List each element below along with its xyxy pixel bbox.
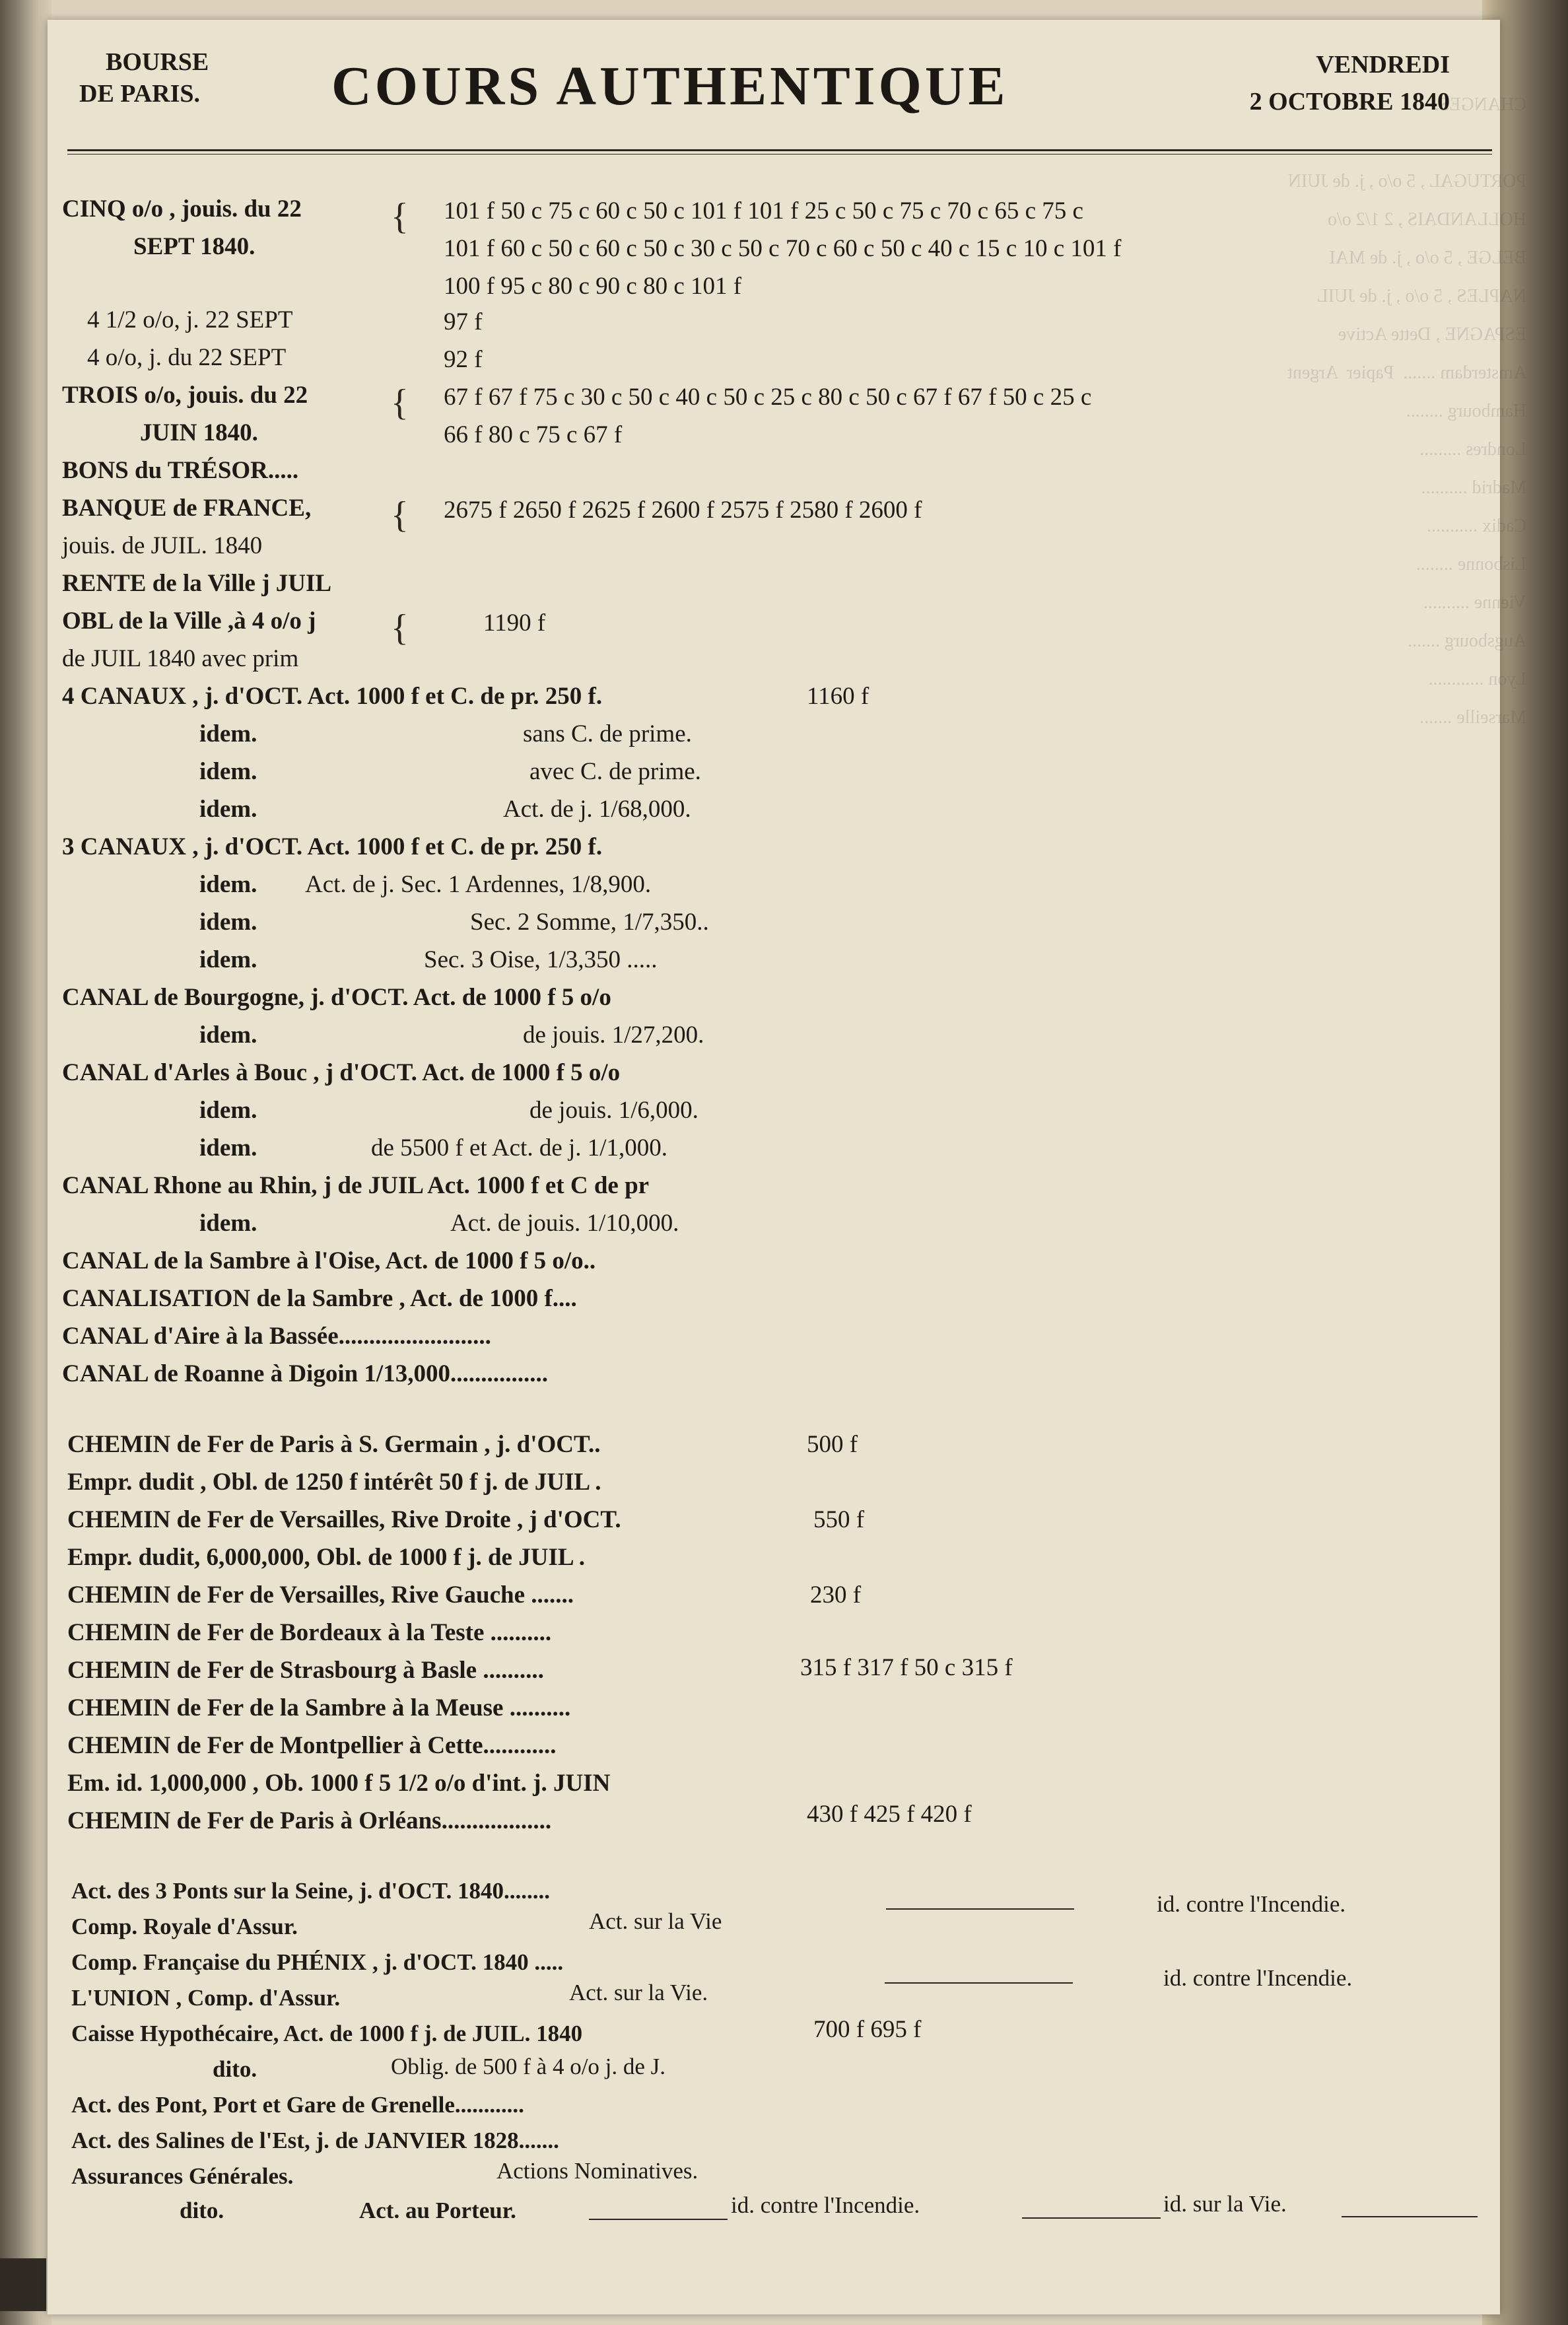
- divers-dito: dito.: [213, 2056, 257, 2082]
- chemin-quote: 315 f 317 f 50 c 315 f: [800, 1654, 1013, 1681]
- canal-row: CANALISATION de la Sambre , Act. de 1000 f....: [62, 1285, 577, 1312]
- rente-cinq-date: SEPT 1840.: [133, 233, 256, 260]
- canal-quote: 1160 f: [807, 683, 869, 710]
- chemin-quote: 500 f: [807, 1431, 858, 1458]
- brace: {: [391, 382, 409, 423]
- chemin-row: CHEMIN de Fer de Paris à S. Germain , j. d'OCT..: [67, 1431, 601, 1458]
- chemin-row: CHEMIN de Fer de la Sambre à la Meuse ..........: [67, 1694, 571, 1721]
- rente-trois-quotes-1: 67 f 67 f 75 c 30 c 50 c 40 c 50 c 25 c 80 c 50 c 67 f 67 f 50 c 25 c: [444, 384, 1092, 411]
- canal-detail: avec C. de prime.: [529, 758, 701, 785]
- divers-quote: 700 f 695 f: [813, 2016, 922, 2043]
- rente-quatre-demi-quote: 97 f: [444, 308, 483, 335]
- canal-row: CANAL de Roanne à Digoin 1/13,000................: [62, 1360, 548, 1387]
- canal-detail: Act. de jouis. 1/10,000.: [450, 1210, 679, 1237]
- canal-detail: sans C. de prime.: [523, 720, 692, 747]
- rente-trois-date: JUIN 1840.: [140, 419, 258, 446]
- canal-idem: idem.: [199, 758, 257, 785]
- chemin-row: Empr. dudit, 6,000,000, Obl. de 1000 f j. de JUIL .: [67, 1544, 585, 1571]
- canal-row: CANAL Rhone au Rhin, j de JUIL Act. 1000 f et C de pr: [62, 1172, 650, 1199]
- brace: {: [391, 607, 409, 648]
- obl-ville-label: OBL de la Ville ,à 4 o/o j: [62, 607, 316, 635]
- divers-dito: dito.: [180, 2198, 224, 2223]
- canal-row: CANAL d'Aire à la Bassée.........................: [62, 1323, 491, 1350]
- newspaper-page: [48, 20, 1526, 2314]
- divers-detail: Act. sur la Vie.: [569, 1980, 708, 2005]
- divers-row: Act. des Pont, Port et Gare de Grenelle............: [71, 2092, 524, 2118]
- divers-row: Act. des Salines de l'Est, j. de JANVIER 1828.......: [71, 2128, 559, 2153]
- brace: {: [391, 196, 409, 237]
- chemin-quote: 430 f 425 f 420 f: [807, 1801, 972, 1828]
- chemin-row: Empr. dudit , Obl. de 1250 f intérêt 50 f j. de JUIL .: [67, 1469, 601, 1496]
- canal-row: 4 CANAUX , j. d'OCT. Act. 1000 f et C. de pr. 250 f.: [62, 683, 603, 710]
- blank-line: [589, 2219, 728, 2220]
- chemin-row: CHEMIN de Fer de Versailles, Rive Droite , j d'OCT.: [67, 1506, 621, 1533]
- page-title: COURS AUTHENTIQUE: [331, 55, 1009, 117]
- rente-cinq-quotes-2: 101 f 60 c 50 c 60 c 50 c 30 c 50 c 70 c 60 c 50 c 40 c 15 c 10 c 101 f: [444, 235, 1122, 262]
- chemin-quote: 230 f: [810, 1581, 862, 1609]
- canal-idem: idem.: [199, 1210, 257, 1237]
- rente-cinq-quotes-1: 101 f 50 c 75 c 60 c 50 c 101 f 101 f 25 c 50 c 75 c 70 c 65 c 75 c: [444, 197, 1083, 225]
- canal-idem: idem.: [199, 871, 257, 898]
- brace: {: [391, 495, 409, 536]
- rente-quatre-quote: 92 f: [444, 346, 483, 373]
- divers-detail: Act. sur la Vie: [589, 1908, 722, 1934]
- canal-idem: idem.: [199, 1097, 257, 1124]
- blank-line: [1342, 2216, 1478, 2217]
- canal-row: CANAL d'Arles à Bouc , j d'OCT. Act. de 1000 f 5 o/o: [62, 1059, 621, 1086]
- header-rule: [67, 149, 1492, 155]
- obl-ville-quote: 1190 f: [483, 609, 546, 637]
- rente-cinq-quotes-3: 100 f 95 c 80 c 90 c 80 c 101 f: [444, 273, 742, 300]
- obl-ville-jouis: de JUIL 1840 avec prim: [62, 645, 299, 672]
- canal-idem: idem.: [199, 796, 257, 823]
- canal-detail: Act. de j. 1/68,000.: [503, 796, 691, 823]
- rente-trois-label: TROIS o/o, jouis. du 22: [62, 382, 308, 409]
- canal-row: 3 CANAUX , j. d'OCT. Act. 1000 f et C. de pr. 250 f.: [62, 833, 603, 860]
- rente-cinq-label: CINQ o/o , jouis. du 22: [62, 195, 302, 223]
- banque-france-quotes: 2675 f 2650 f 2625 f 2600 f 2575 f 2580 f 2600 f: [444, 497, 922, 524]
- chemin-row: CHEMIN de Fer de Paris à Orléans..................: [67, 1807, 552, 1834]
- blank-line: [1022, 2217, 1161, 2219]
- header-bourse: BOURSE DE PARIS.: [79, 48, 209, 108]
- canal-detail: de jouis. 1/27,200.: [523, 1022, 704, 1049]
- chemin-row: Em. id. 1,000,000 , Ob. 1000 f 5 1/2 o/o d'int. j. JUIN: [67, 1770, 611, 1797]
- canal-idem: idem.: [199, 1022, 257, 1049]
- rente-quatre-label: 4 o/o, j. du 22 SEPT: [87, 344, 287, 371]
- divers-row: Caisse Hypothécaire, Act. de 1000 f j. de JUIL. 1840: [71, 2021, 583, 2046]
- divers-row: Assurances Générales.: [71, 2163, 294, 2189]
- banque-france-label: BANQUE de FRANCE,: [62, 495, 312, 522]
- binding-tab: [0, 2258, 46, 2311]
- divers-vie: id. sur la Vie.: [1163, 2191, 1287, 2217]
- divers-row: Comp. Française du PHÉNIX , j. d'OCT. 1840 .....: [71, 1949, 564, 1975]
- canal-detail: de 5500 f et Act. de j. 1/1,000.: [371, 1134, 668, 1162]
- divers-detail: Oblig. de 500 f à 4 o/o j. de J.: [391, 2054, 666, 2079]
- canal-detail: Sec. 3 Oise, 1/3,350 .....: [424, 946, 658, 973]
- bons-tresor-label: BONS du TRÉSOR.....: [62, 457, 299, 484]
- divers-incendie: id. contre l'Incendie.: [731, 2192, 920, 2218]
- canal-idem: idem.: [199, 720, 257, 747]
- divers-detail: Act. au Porteur.: [359, 2198, 516, 2223]
- chemin-row: CHEMIN de Fer de Bordeaux à la Teste ..........: [67, 1619, 552, 1646]
- chemin-row: CHEMIN de Fer de Versailles, Rive Gauche .......: [67, 1581, 574, 1609]
- divers-incendie: id. contre l'Incendie.: [1157, 1891, 1346, 1917]
- rente-quatre-demi-label: 4 1/2 o/o, j. 22 SEPT: [87, 306, 293, 333]
- divers-row: Act. des 3 Ponts sur la Seine, j. d'OCT. 1840........: [71, 1878, 550, 1904]
- page-stack-edge: [0, 0, 51, 2325]
- rente-ville-label: RENTE de la Ville j JUIL: [62, 570, 332, 597]
- banque-france-jouis: jouis. de JUIL. 1840: [62, 532, 263, 559]
- chemin-row: CHEMIN de Fer de Strasbourg à Basle ..........: [67, 1657, 544, 1684]
- bleed-through-text: CHANGES. PORTUGAL , 5 o/o , j. de JUIN HOLLANDAIS , 2 1/2 o/o BELGE , 5 o/o , j. de MAI NAPLES , 5 o/o , j. de JUIL ESPAGNE , Dette Active Amsterdam ....... Papier Argent Hambourg ........ Londres ......... Madrid .......... Cadix ........... Lisbonne ........ Vienne .......... Augsbourg ....... Lyon ............ Marseille .......: [1287, 94, 1526, 728]
- canal-idem: idem.: [199, 1134, 257, 1162]
- divers-row: L'UNION , Comp. d'Assur.: [71, 1985, 341, 2011]
- canal-detail: Sec. 2 Somme, 1/7,350..: [470, 909, 709, 936]
- canal-idem: idem.: [199, 909, 257, 936]
- header-date: VENDREDI 2 OCTOBRE 1840: [1249, 51, 1450, 116]
- divers-incendie: id. contre l'Incendie.: [1163, 1965, 1353, 1991]
- blank-line: [886, 1908, 1074, 1910]
- canal-idem: idem.: [199, 946, 257, 973]
- canal-detail: de jouis. 1/6,000.: [529, 1097, 699, 1124]
- canal-row: CANAL de la Sambre à l'Oise, Act. de 1000 f 5 o/o..: [62, 1247, 596, 1274]
- rente-trois-quotes-2: 66 f 80 c 75 c 67 f: [444, 421, 623, 448]
- canal-row: CANAL de Bourgogne, j. d'OCT. Act. de 1000 f 5 o/o: [62, 984, 611, 1011]
- divers-detail: Actions Nominatives.: [496, 2158, 699, 2184]
- chemin-row: CHEMIN de Fer de Montpellier à Cette............: [67, 1732, 557, 1759]
- canal-detail: Act. de j. Sec. 1 Ardennes, 1/8,900.: [305, 871, 652, 898]
- divers-row: Comp. Royale d'Assur.: [71, 1914, 298, 1939]
- chemin-quote: 550 f: [813, 1506, 865, 1533]
- blank-line: [885, 1982, 1073, 1984]
